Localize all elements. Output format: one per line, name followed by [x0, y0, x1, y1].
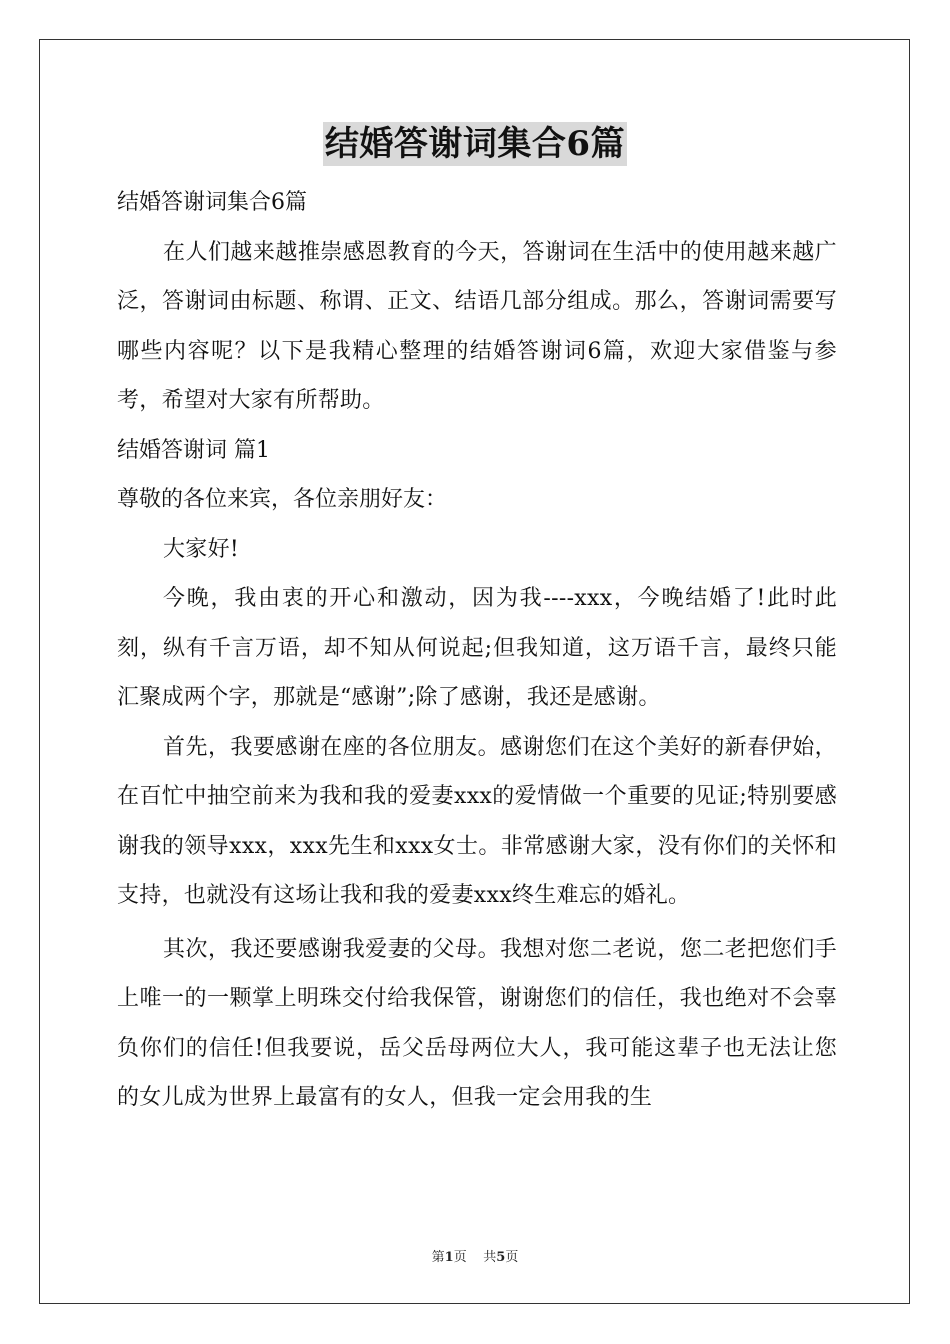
document-title: 结婚答谢词集合6篇: [324, 124, 626, 164]
total-pages: 5: [496, 1250, 506, 1265]
page-suffix: 页: [453, 1250, 467, 1265]
title-container: [0, 122, 950, 166]
total-prefix: 共: [483, 1250, 497, 1265]
section-heading: 结婚答谢词 篇1: [117, 437, 270, 463]
page-prefix: 第: [431, 1250, 445, 1265]
body-paragraph-1: 今晚，我由衷的开心和激动，因为我----xxx，今晚结婚了!此时此刻，纵有千言万语，却不知从何说起;但我知道，这万语千言，最终只能汇聚成两个字，那就是“感谢”;除了感谢，我还是感谢。: [117, 586, 837, 710]
greeting: 大家好!: [163, 536, 240, 562]
body-paragraph-2: 首先，我要感谢在座的各位朋友。感谢您们在这个美好的新春伊始，在百忙中抽空前来为我和我的爱妻xxx的爱情做一个重要的见证;特别要感谢我的领导xxx，xxx先生和xxx女士。非常感谢大家，没有你们的关怀和支持，也就没有这场让我和我的爱妻xxx终生难忘的婚礼。: [117, 734, 837, 908]
page-footer: [0, 1246, 950, 1265]
document-body: [117, 178, 837, 1123]
salutation: 尊敬的各位来宾，各位亲朋好友：: [117, 487, 448, 512]
page-number: 1: [444, 1250, 454, 1265]
total-suffix: 页: [505, 1250, 519, 1265]
intro-paragraph: 在人们越来越推崇感恩教育的今天，答谢词在生活中的使用越来越广泛，答谢词由标题、称谓、正文、结语几部分组成。那么，答谢词需要写哪些内容呢？以下是我精心整理的结婚答谢词6篇，欢迎大家借鉴与参考，希望对大家有所帮助。: [117, 239, 837, 413]
body-paragraph-3: 其次，我还要感谢我爱妻的父母。我想对您二老说，您二老把您们手上唯一的一颗掌上明珠交付给我保管，谢谢您们的信任，我也绝对不会辜负你们的信任!但我要说，岳父岳母两位大人，我可能这辈子也无法让您的女儿成为世界上最富有的女人，但我一定会用我的生: [117, 936, 837, 1110]
document-subtitle: 结婚答谢词集合6篇: [117, 190, 307, 215]
